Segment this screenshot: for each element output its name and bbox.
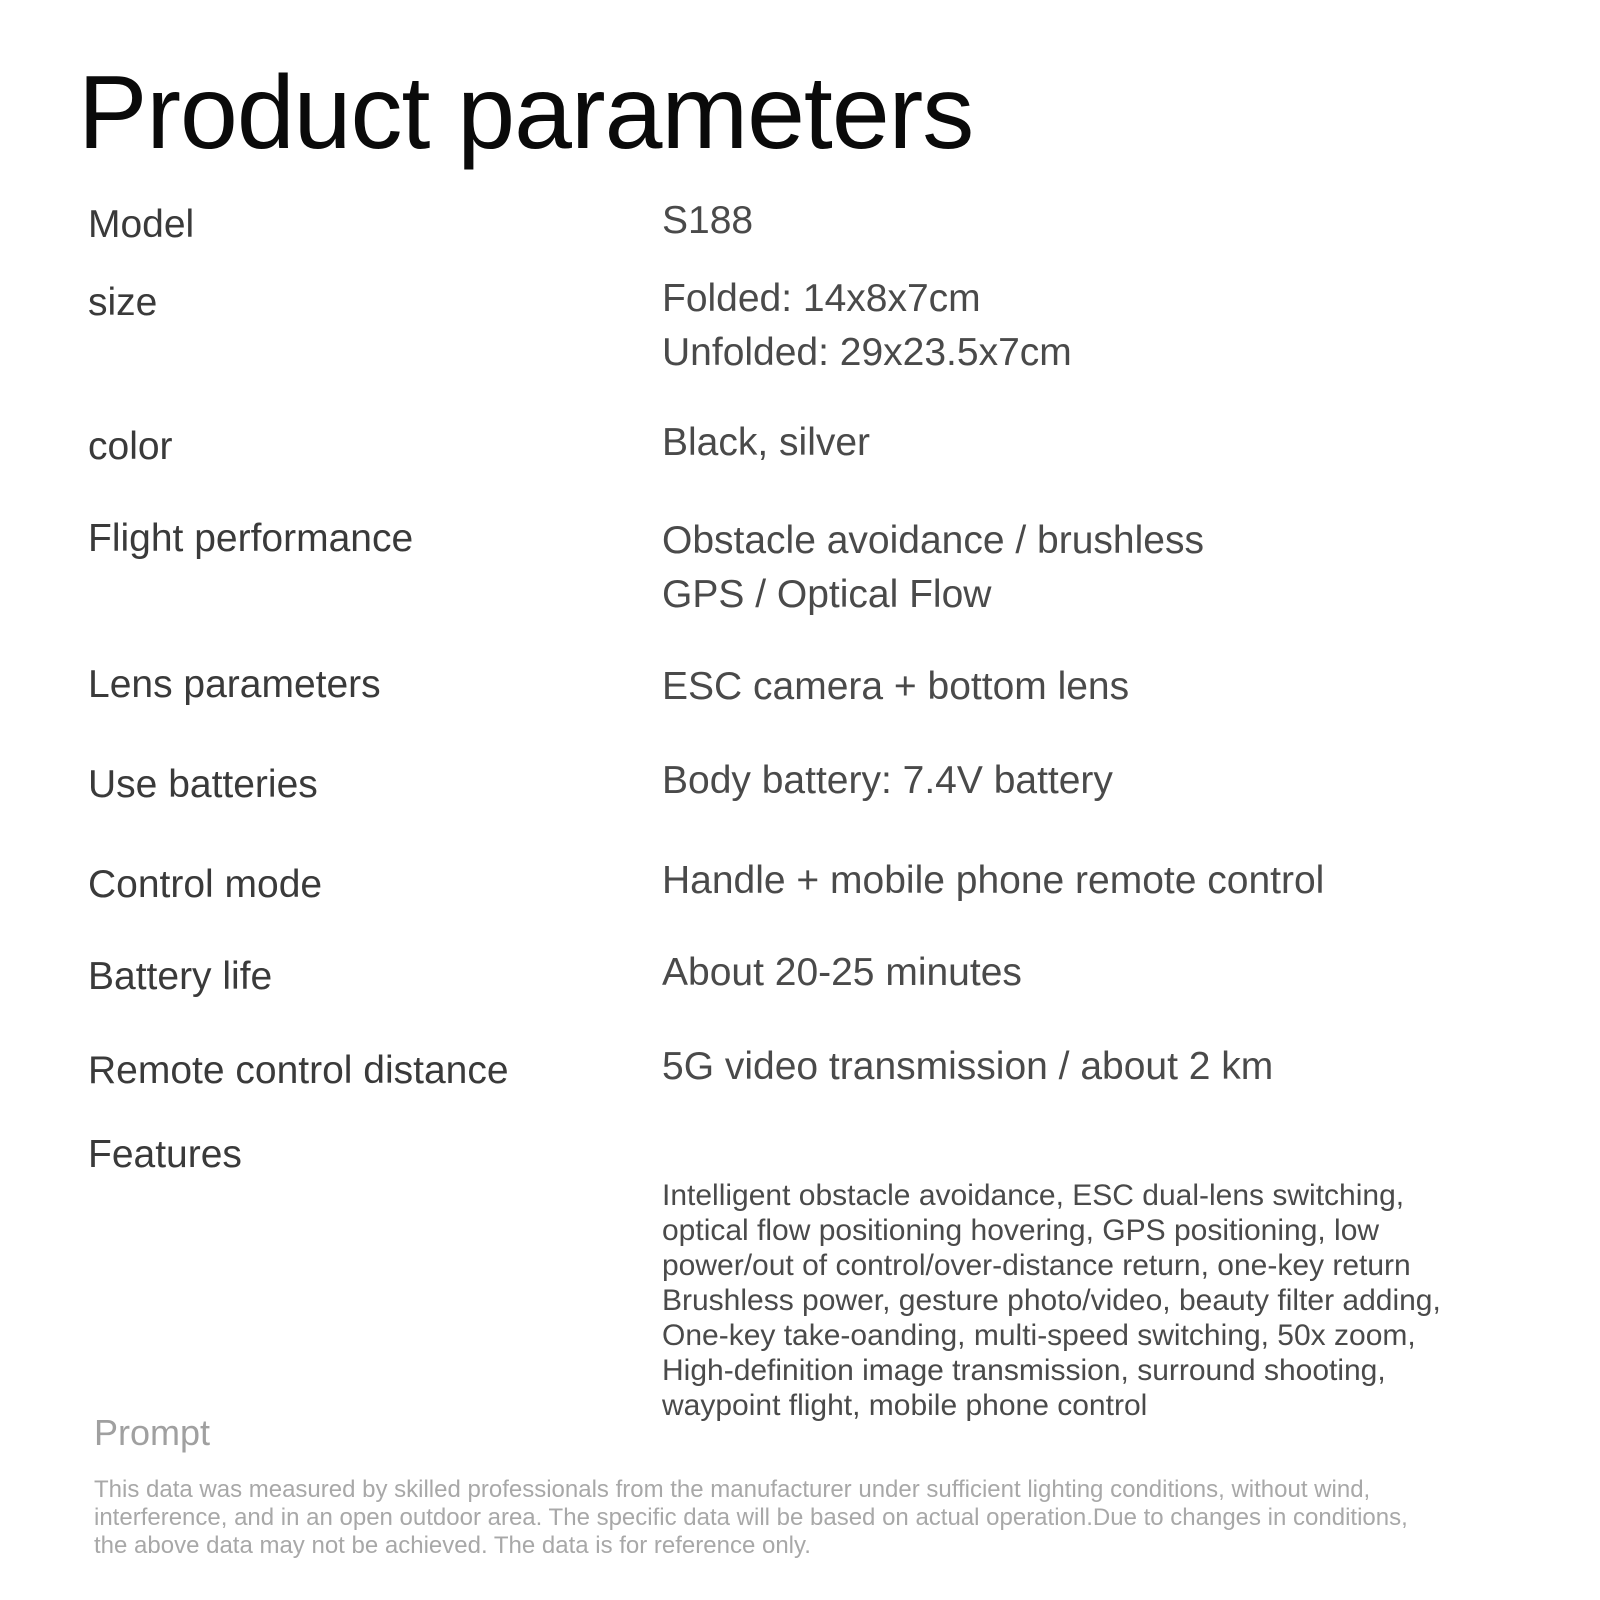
features-line: waypoint flight, mobile phone control [662, 1389, 1148, 1422]
remote-control-distance-value: 5G video transmission / about 2 km [662, 1045, 1274, 1088]
flight-performance-value-1: Obstacle avoidance / brushless [662, 519, 1204, 562]
flight-performance-value-2: GPS / Optical Flow [662, 573, 992, 616]
prompt-disclaimer [94, 1476, 1534, 1560]
battery-life-value: About 20-25 minutes [662, 951, 1022, 994]
lens-parameters-label: Lens parameters [88, 663, 381, 706]
control-mode-label: Control mode [88, 863, 323, 906]
features-label: Features [88, 1133, 242, 1176]
battery-life-label: Battery life [88, 955, 273, 998]
model-value: S188 [662, 199, 754, 242]
model-label: Model [88, 203, 195, 246]
features-line: Intelligent obstacle avoidance, ESC dual-lens switching, [662, 1179, 1405, 1212]
size-unfolded-value: Unfolded: 29x23.5x7cm [662, 331, 1072, 374]
flight-performance-label: Flight performance [88, 517, 414, 560]
size-label: size [88, 281, 158, 324]
prompt-heading: Prompt [94, 1412, 211, 1453]
features-line: One-key take-oanding, multi-speed switching, 50x zoom, [662, 1319, 1416, 1352]
features-line: optical flow positioning hovering, GPS positioning, low [662, 1214, 1380, 1247]
features-line: High-definition image transmission, surround shooting, [662, 1354, 1386, 1387]
use-batteries-label: Use batteries [88, 763, 318, 806]
size-folded-value: Folded: 14x8x7cm [662, 277, 981, 320]
lens-parameters-value: ESC camera + bottom lens [662, 665, 1130, 708]
features-line: Brushless power, gesture photo/video, beauty filter adding, [662, 1284, 1441, 1317]
prompt-line: the above data may not be achieved. The data is for reference only. [94, 1532, 811, 1559]
prompt-line: interference, and in an open outdoor area. The specific data will be based on actual operation.Due to changes in conditions, [94, 1504, 1408, 1531]
page-title: Product parameters [78, 55, 974, 171]
control-mode-value: Handle + mobile phone remote control [662, 859, 1325, 902]
remote-control-distance-label: Remote control distance [88, 1049, 509, 1092]
features-line: power/out of control/over-distance return, one-key return [662, 1249, 1411, 1282]
features-list [662, 1178, 1482, 1423]
prompt-line: This data was measured by skilled professionals from the manufacturer under sufficient lighting conditions, without wind, [94, 1476, 1371, 1503]
use-batteries-value: Body battery: 7.4V battery [662, 759, 1113, 802]
color-label: color [88, 425, 173, 468]
color-value: Black, silver [662, 421, 871, 464]
